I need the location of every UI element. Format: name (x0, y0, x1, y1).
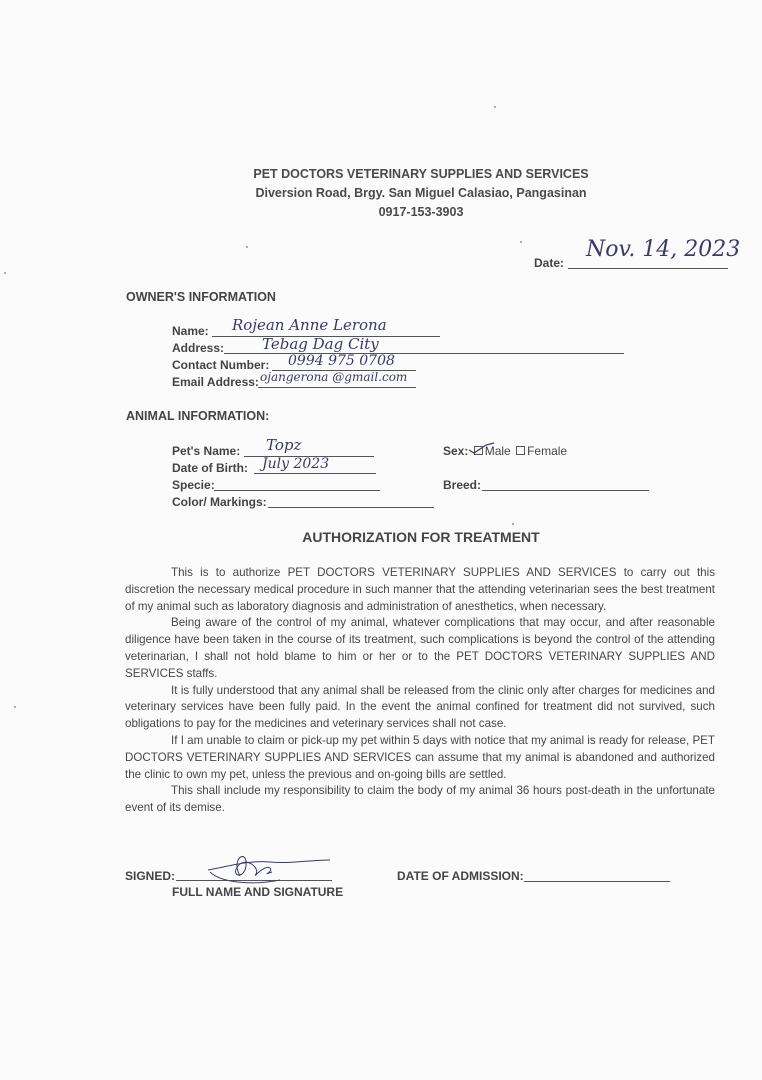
color-markings-label: Color/ Markings: (172, 495, 267, 509)
authorization-paragraph-1: This is to authorize PET DOCTORS VETERINARY SUPPLIES AND SERVICES to carry out this discretion the necessary medical procedure in such manner that the attending veterinarian sees the best treatment of my animal such as laboratory diagnosis and administration of anesthetics, when necessary. (125, 566, 715, 613)
breed-label: Breed: (443, 478, 482, 492)
email-label: Email Address: (172, 375, 259, 389)
male-option-label: Male (484, 444, 511, 458)
name-label: Name: (172, 324, 209, 338)
signed-label: SIGNED: (125, 869, 176, 883)
owner-email-value: ojangerona @gmail.com (260, 370, 408, 384)
owner-address-value: Tebag Dag City (262, 335, 379, 353)
authorization-body (125, 565, 715, 817)
scan-speck (494, 106, 496, 108)
authorization-title: AUTHORIZATION FOR TREATMENT (302, 529, 540, 545)
authorization-paragraph-4: If I am unable to claim or pick-up my pet within 5 days with notice that my animal is ready for release, PET DOCTORS VETERINARY SUPPLIES AND SERVICES can assume that my animal is abandoned and authorized the clinic to own my pet, unless the previous and on-going bills are settled. (125, 733, 715, 781)
pet-name-label: Pet's Name: (172, 444, 241, 458)
owner-section-title: OWNER'S INFORMATION (126, 290, 276, 304)
owner-name-value: Rojean Anne Lerona (232, 316, 387, 334)
scan-speck (520, 241, 522, 243)
owner-contact-value: 0994 975 0708 (288, 353, 395, 369)
email-line (258, 387, 416, 388)
date-line (568, 268, 728, 269)
dob-value: July 2023 (262, 456, 330, 472)
male-check-mark-icon (468, 442, 498, 456)
date-label: Date: (534, 256, 565, 270)
pet-name-value: Topz (266, 436, 302, 454)
scan-speck (4, 272, 6, 274)
authorization-paragraph-2: Being aware of the control of my animal, whatever complications that may occur, and after reasonable diligence have been taken in the course of its treatment, such complications is beyond the control of the attending veterinarian, I shall not hold blame to him or her or to the PET DOCTORS VETERINARY SUPPLIES AND SERVICES staffs. (125, 616, 715, 680)
clinic-address: Diversion Road, Brgy. San Miguel Calasiao, Pangasinan (255, 186, 587, 200)
full-name-signature-label: FULL NAME AND SIGNATURE (172, 885, 344, 899)
sex-label: Sex: (443, 444, 469, 458)
scan-speck (246, 246, 248, 248)
clinic-phone: 0917-153-3903 (378, 205, 464, 219)
specie-line (214, 490, 380, 491)
specie-label: Specie: (172, 478, 215, 492)
animal-section-title: ANIMAL INFORMATION: (126, 409, 270, 423)
authorization-paragraph-3: It is fully understood that any animal shall be released from the clinic only after charges for medicines and veterinary services have been fully paid. In the event the animal confined for treatment did not survived, such obligations to pay for the medicines and veterinary services shall not case. (125, 683, 715, 731)
authorization-paragraph-5: This shall include my responsibility to claim the body of my animal 36 hours post-death in the unfortunate event of its demise. (125, 784, 715, 815)
address-label: Address: (172, 341, 225, 355)
date-of-admission-line (524, 881, 670, 882)
dob-line (254, 473, 376, 474)
scan-speck (14, 706, 16, 708)
female-checkbox[interactable] (516, 446, 525, 455)
clinic-name: PET DOCTORS VETERINARY SUPPLIES AND SERVICES (253, 167, 589, 181)
sex-field (443, 444, 567, 458)
address-line (224, 353, 624, 354)
date-value: Nov. 14, 2023 (586, 237, 741, 262)
female-option-label: Female (527, 444, 568, 458)
date-of-admission-label: DATE OF ADMISSION: (397, 869, 524, 883)
breed-line (482, 490, 649, 491)
dob-label: Date of Birth: (172, 461, 248, 475)
contact-label: Contact Number: (172, 358, 270, 372)
scan-speck (512, 523, 514, 525)
color-markings-line (268, 507, 434, 508)
